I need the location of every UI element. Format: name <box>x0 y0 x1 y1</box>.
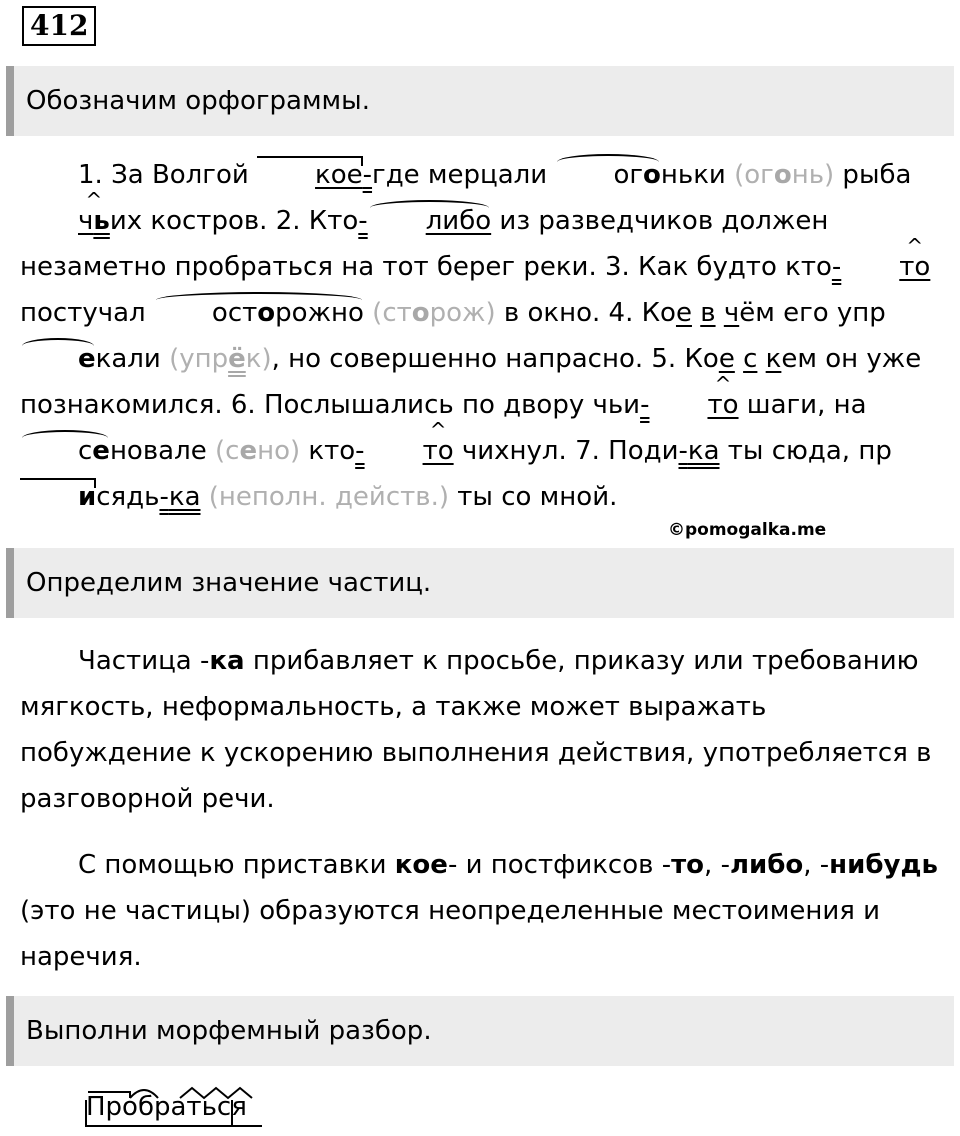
hyphen-orthogram: - <box>678 436 688 466</box>
check-vowel: ё <box>228 344 246 374</box>
check-word <box>734 160 834 190</box>
postfix-mark: ^ то <box>841 254 930 280</box>
text-run: рыба <box>834 160 912 190</box>
text-run: ты сюда, пр <box>719 436 892 466</box>
text-run: ем он уже познакомился. 6. Послышались по двору чьи <box>20 344 922 420</box>
section-title: Обозначим орфограммы. <box>26 86 370 116</box>
text-run: рож) <box>429 298 496 328</box>
check-word <box>215 436 300 466</box>
morpheme-word: Пробраться <box>86 1092 247 1122</box>
hyphen-orthogram: - <box>640 390 650 420</box>
text-run: ньки <box>660 160 726 190</box>
text-run: ог <box>613 160 644 190</box>
root-mark <box>154 300 364 326</box>
suffix-mark <box>20 208 110 234</box>
particles-paragraph-1 <box>20 638 940 822</box>
particles-text-2 <box>20 842 940 980</box>
root-mark <box>555 162 660 188</box>
text-run: сядь <box>96 482 160 512</box>
text-run: 1. За Волгой <box>78 160 258 190</box>
bold-term: ка <box>209 646 245 676</box>
text-run: прибавляет к просьбе, приказу или требованию мягкость, неформальность, а также может выражать побуждение к ускорению выполнения действия, употребляется в разговорной речи. <box>20 646 932 814</box>
hyphen-orthogram: - <box>358 206 368 236</box>
postfix-mark: ^ то <box>649 392 738 418</box>
text-run: , но совершенно напрасно. 5. Ко <box>271 344 719 374</box>
section-header-morpheme <box>6 996 954 1066</box>
hyphen-orthogram: - <box>362 160 373 190</box>
orthograms-text <box>20 152 940 520</box>
text-run: , - <box>704 850 730 880</box>
text-run: ты со мной. <box>449 482 618 512</box>
section-header-particles <box>6 548 954 618</box>
check-note: (неполн. действ.) <box>208 482 449 512</box>
text-run: (ог <box>734 160 774 190</box>
text-run: (ст <box>372 298 412 328</box>
hyphen-orthogram: - <box>355 436 365 466</box>
watermark: ©pomogalka.me <box>668 520 827 540</box>
bold-term: нибудь <box>829 850 938 880</box>
vowel-orthogram: е <box>675 298 692 328</box>
bold-term: то <box>671 850 705 880</box>
check-vowel: е <box>239 436 258 466</box>
soft-sign-orthogram: ь <box>93 206 110 236</box>
hyphen-orthogram: - <box>159 482 169 512</box>
text-run: в окно. 4. Ко <box>495 298 676 328</box>
text-run: из разведчиков должен незаметно пробраться на тот берег реки. 3. Как будто кто <box>20 206 832 282</box>
task-number: 412 <box>22 6 96 46</box>
particle-orthogram: ка <box>687 436 720 466</box>
text-run: чихнул. 7. Поди <box>453 436 679 466</box>
consonant-orthogram: ч <box>723 298 740 328</box>
vowel-orthogram: е <box>20 346 96 372</box>
orthograms-paragraph <box>20 152 940 520</box>
section-title: Определим значение частиц. <box>26 568 432 598</box>
text-run: (это не частицы) образуются неопределенные местоимения и наречия. <box>20 896 881 972</box>
preposition-orthogram: в <box>700 298 716 328</box>
text-run: костров. 2. Кто <box>142 206 359 236</box>
bold-term: либо <box>729 850 804 880</box>
text-run: к) <box>245 344 272 374</box>
check-vowel: о <box>773 160 792 190</box>
text-run: ём его упр <box>739 298 886 328</box>
text-run: нь) <box>791 160 835 190</box>
vowel-orthogram: е <box>92 436 110 466</box>
text-run: ост <box>211 298 258 328</box>
check-vowel: о <box>411 298 430 328</box>
vowel-orthogram: е <box>718 344 735 374</box>
text-run: Частица - <box>78 646 210 676</box>
text-run: кто <box>300 436 356 466</box>
prefix-mark: кое <box>257 162 363 188</box>
section-header-orthograms <box>6 66 954 136</box>
text-run: но) <box>257 436 301 466</box>
text-run: где мерцали <box>372 160 556 190</box>
text-run: шаги, на <box>738 390 867 420</box>
particles-paragraph-2 <box>20 842 940 980</box>
consonant-orthogram: к <box>765 344 782 374</box>
text-run: , - <box>803 850 830 880</box>
text-run: постучал <box>20 298 154 328</box>
postfix-mark: ^ то <box>365 438 454 464</box>
root-mark <box>20 438 110 464</box>
text-run <box>757 344 765 374</box>
text-run: (упр <box>169 344 229 374</box>
check-word <box>169 344 272 374</box>
prefix-vowel-orthogram: и <box>20 484 96 510</box>
text-run: кали <box>95 344 161 374</box>
vowel-orthogram: о <box>257 298 276 328</box>
vowel-orthogram: о <box>643 160 661 190</box>
section-title: Выполни морфемный разбор. <box>26 1016 432 1046</box>
text-run: - и постфиксов - <box>447 850 672 880</box>
text-run: С помощью приставки <box>78 850 395 880</box>
particle-orthogram: ка <box>168 482 201 512</box>
bold-term: кое <box>394 850 448 880</box>
text-run: с <box>78 436 93 466</box>
preposition-orthogram: с <box>743 344 758 374</box>
check-word <box>372 298 495 328</box>
postfix-mark: либо <box>368 208 491 234</box>
particles-text-1 <box>20 638 940 822</box>
consonant-orthogram: ч <box>78 206 94 236</box>
text-run <box>735 344 743 374</box>
text-run: рожно <box>275 298 364 328</box>
text-run: новале <box>109 436 207 466</box>
text-run: (с <box>214 436 240 466</box>
text-run <box>692 298 700 328</box>
text-run <box>716 298 724 328</box>
text-run: их <box>109 206 143 236</box>
hyphen-orthogram: - <box>831 252 842 282</box>
